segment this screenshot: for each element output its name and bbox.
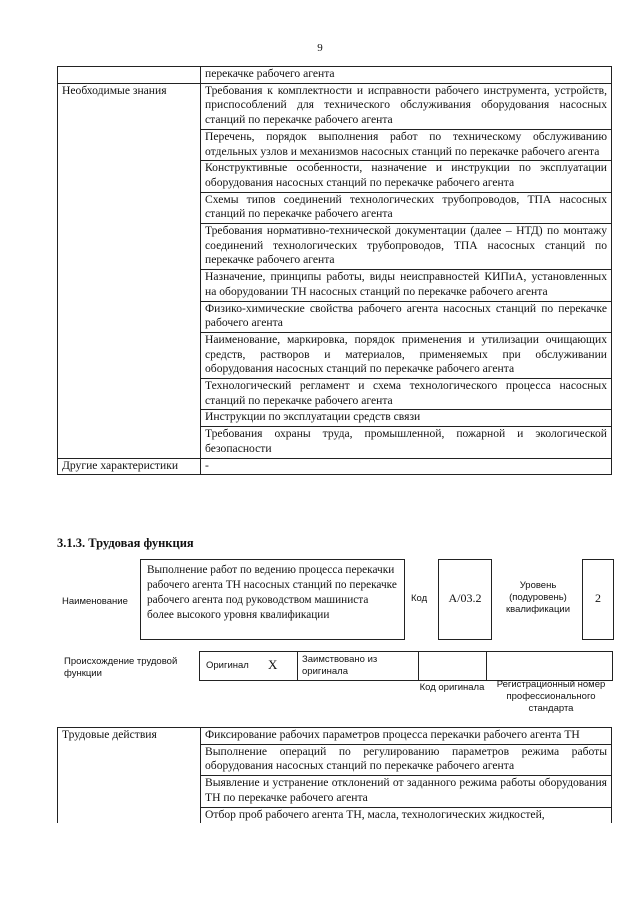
level-value: 2 xyxy=(595,591,601,605)
labor-action-item: Выявление и устранение отклонений от заданного режима работы оборудования ТН по перекачке рабочего агента xyxy=(201,776,612,807)
reg-number-label: Регистрационный номер профессионального стандарта xyxy=(496,679,606,714)
empty-cell xyxy=(58,67,201,84)
continuation-cell: перекачке рабочего агента xyxy=(201,67,612,84)
code-box xyxy=(438,559,492,640)
original-mark: X xyxy=(268,657,278,672)
level-label: Уровень (подуровень) квалификации xyxy=(505,580,571,615)
borrowed-label: Заимствовано из оригинала xyxy=(302,654,378,677)
knowledge-item: Назначение, принципы работы, виды неисправностей КИПиА, установленных на оборудовании ТН насосных станций по перекачке рабочего агента xyxy=(201,270,612,301)
labor-actions-label: Трудовые действия xyxy=(58,728,201,824)
code-original-cell xyxy=(418,651,487,681)
knowledge-item: Перечень, порядок выполнения работ по техническому обслуживанию отдельных узлов и механизмов насосных станций по перекачке рабочего агента xyxy=(201,129,612,160)
labor-action-item: Выполнение операций по регулированию параметров режима работы оборудования насосных станций по перекачке рабочего агента xyxy=(201,744,612,775)
knowledge-item: Требования нормативно-технической документации (далее – НТД) по монтажу соединений технологических трубопроводов, ТПА насосных станций по перекачке рабочего агента xyxy=(201,224,612,270)
name-label: Наименование xyxy=(62,596,128,607)
knowledge-item: Требования к комплектности и исправности рабочего инструмента, устройств, приспособлений для технического обслуживания оборудования насосных станций по перекачке рабочего агента xyxy=(201,83,612,129)
knowledge-item: Технологический регламент и схема технологического процесса насосных станций по перекачке рабочего агента xyxy=(201,379,612,410)
borrowed-cell xyxy=(296,651,419,681)
original-label: Оригинал xyxy=(206,660,249,671)
labor-actions-table xyxy=(57,727,612,823)
level-box xyxy=(582,559,614,640)
page-number: 9 xyxy=(317,42,323,54)
code-original-label: Код оригинала xyxy=(419,682,485,693)
code-label: Код xyxy=(411,593,428,604)
table-row xyxy=(58,728,612,745)
knowledge-item: Схемы типов соединений технологических трубопроводов, ТПА насосных станций по перекачке рабочего агента xyxy=(201,192,612,223)
knowledge-table xyxy=(57,66,612,475)
reg-number-cell xyxy=(486,651,613,681)
origin-label: Происхождение трудовой функции xyxy=(64,656,178,679)
table-row xyxy=(58,83,612,129)
function-name: Выполнение работ по ведению процесса перекачки рабочего агента ТН насосных станций по перекачке рабочего агента под руководством машиниста более высокого уровня квалификации xyxy=(147,564,397,621)
knowledge-label: Необходимые знания xyxy=(58,83,201,458)
knowledge-item: Наименование, маркировка, порядок применения и утилизации очищающих средств, растворов и материалов, применяемых при обслуживании оборудования насосных станций по перекачке рабочего агента xyxy=(201,332,612,378)
knowledge-item: Конструктивные особенности, назначение и инструкции по эксплуатации оборудования насосных станций по перекачке рабочего агента xyxy=(201,161,612,192)
knowledge-item: Физико-химические свойства рабочего агента насосных станций по перекачке рабочего агента xyxy=(201,301,612,332)
section-title: 3.1.3. Трудовая функция xyxy=(57,536,194,550)
original-cell xyxy=(199,651,298,681)
other-characteristics-value: - xyxy=(201,458,612,475)
knowledge-item: Требования охраны труда, промышленной, пожарной и экологической безопасности xyxy=(201,427,612,458)
name-box xyxy=(140,559,405,640)
table-row xyxy=(58,458,612,475)
other-characteristics-label: Другие характеристики xyxy=(58,458,201,475)
labor-action-item: Отбор проб рабочего агента ТН, масла, технологических жидкостей, xyxy=(201,807,612,823)
code-value: А/03.2 xyxy=(448,591,482,605)
knowledge-item: Инструкции по эксплуатации средств связи xyxy=(201,410,612,427)
table-row xyxy=(58,67,612,84)
labor-action-item: Фиксирование рабочих параметров процесса перекачки рабочего агента ТН xyxy=(201,728,612,745)
